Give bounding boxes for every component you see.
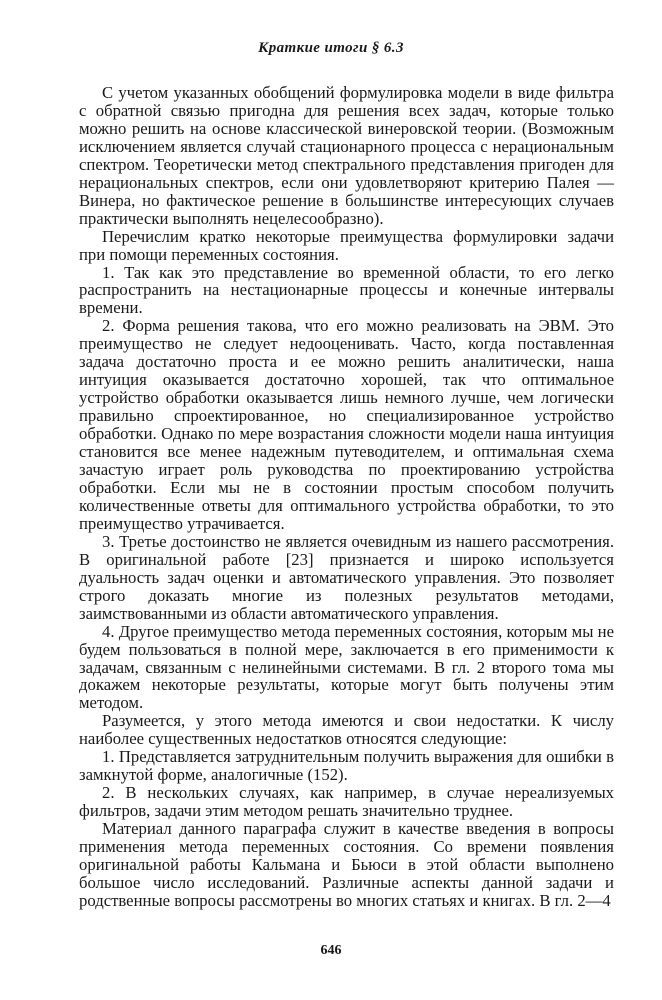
body-text (79, 84, 614, 910)
running-header: Краткие итоги § 6.3 (258, 40, 404, 56)
paragraph: 2. В нескольких случаях, как например, в случае нереализуемых фильтров, задачи этим методом решать значительно труднее. (79, 783, 614, 821)
paragraph: 4. Другое преимущество метода переменных состояния, которым мы не будем пользоваться в полной мере, заключается в его применимости к задачам, связанным с нелинейными системами. В гл. 2 второго тома мы докажем некоторые результаты, которые могут быть получены этим методом. (79, 621, 614, 713)
paragraph: С учетом указанных обобщений формулировка модели в виде фильтра с обратной связью пригодна для решения всех задач, которые только можно решить на основе классической винеровской теории. (Возможным исключением является случай стационарного процесса с нерациональным спектром. Теоретически метод спектрального представления пригоден для нерациональных спектров, если они удовлетворяют критерию Палея — Винера, но фактическое решение в большинстве интересующих случаев практически выполнять нецелесообразно). (79, 83, 614, 228)
page-number: 646 (320, 943, 342, 958)
paragraph: Разумеется, у этого метода имеются и свои недостатки. К числу наиболее существенных недостатков относятся следующие: (79, 711, 614, 749)
paragraph: 3. Третье достоинство не является очевидным из нашего рассмотрения. В оригинальной работе [23] признается и широко используется дуальность задач оценки и автоматического управления. Это позволяет строго доказать многие из полезных результатов методами, заимствованными из области автоматического управления. (79, 531, 614, 623)
paragraph: 2. Форма решения такова, что его можно реализовать на ЭВМ. Это преимущество не следует недооценивать. Часто, когда поставленная задача достаточно проста и ее можно решить аналитически, наша интуиция оказывается достаточно хорошей, так что оптимальное устройство обработки оказывается лишь немного лучше, чем логически правильно спроектированное, но специализированное устройство обработки. Однако по мере возрастания сложности модели наша интуиция становится все менее надежным путеводителем, и оптимальная схема зачастую играет роль руководства по проектированию устройства обработки. Если мы не в состоянии простым способом получить количественные ответы для оптимального устройства обработки, то это преимущество утрачивается. (79, 316, 614, 533)
paragraph: 1. Так как это представление во временной области, то его легко распространить на нестационарные процессы и конечные интервалы времени. (79, 262, 614, 318)
paragraph: Перечислим кратко некоторые преимущества формулировки задачи при помощи переменных состояния. (79, 226, 614, 264)
paragraph: Материал данного параграфа служит в качестве введения в вопросы применения метода переменных состояния. Со времени появления оригинальной работы Кальмана и Бьюси в этой области выполнено большое число исследований. Различные аспекты данной задачи и родственные вопросы рассмотрены во многих статьях и книгах. В гл. 2—4 (79, 819, 614, 910)
paragraph: 1. Представляется затруднительным получить выражения для ошибки в замкнутой форме, аналогичные (152). (79, 747, 614, 785)
